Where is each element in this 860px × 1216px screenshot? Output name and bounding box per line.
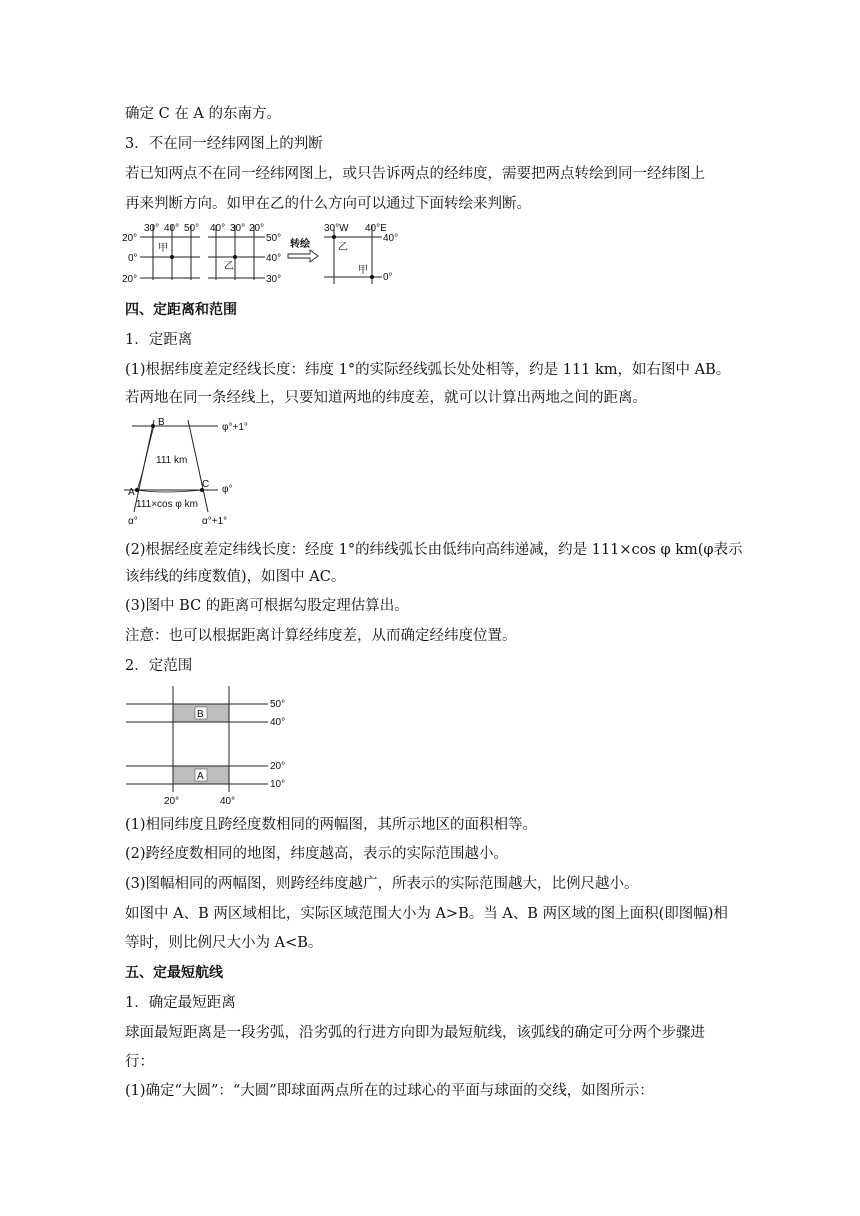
text-line: (1)相同纬度且跨经度数相同的两幅图，其所示地区的面积相等。 [125,817,538,833]
text-line: 行： [125,1054,154,1070]
g2-top-label: 40° [210,223,226,234]
label-b: B [158,417,165,428]
text-line: 若两地在同一条经线上，只要知道两地的纬度差，就可以计算出两地之间的距离。 [125,390,647,406]
section-heading: 四、定距离和范围 [125,302,237,318]
point-jia-transferred [370,275,374,279]
label-a: A [128,487,135,498]
label-ab-length: 111 km [156,455,188,466]
text-line: 1．确定最短距离 [125,995,236,1011]
box-b-label: B [197,709,204,720]
g3-top-label: 40°E [365,223,387,234]
g1-top-label: 40° [164,223,180,234]
label-lat-bottom: φ° [222,484,233,495]
g3-point-label: 甲 [358,265,368,276]
g2-top-label: 20° [249,223,265,234]
g3-right-label: 40° [383,233,399,244]
g3-top-label: 30°W [324,223,349,234]
g2-top-label: 30° [230,223,246,234]
figure-distance [122,416,262,528]
arrow-label: 转绘 [290,239,310,250]
point-b [151,424,155,428]
point-a [135,488,139,492]
label-c: C [202,479,210,490]
label-lon-right: α°+1° [202,516,228,527]
box-a-label: A [197,771,204,782]
label-lon-left: α° [128,516,138,527]
text-line: 再来判断方向。如甲在乙的什么方向可以通过下面转绘来判断。 [125,196,531,212]
g1-left-label: 0° [128,253,138,264]
g1-top-label: 30° [144,223,160,234]
lat-label: 20° [270,761,286,772]
point-jia [170,255,174,259]
text-line: 注意：也可以根据距离计算经纬度差，从而确定经纬度位置。 [125,628,517,644]
lon-label: 20° [164,796,180,807]
text-line: (2)根据经度差定纬线长度：经度 1°的纬线弧长由低纬向高纬递减，约是 111×cos φ km(φ表示 [125,542,743,558]
g3-point-label: 乙 [338,242,348,253]
text-line: (1)根据纬度差定经线长度：纬度 1°的实际经线弧长处处相等，约是 111 km，如右图中 AB。 [125,362,731,378]
g2-point-label: 乙 [224,261,234,272]
section-heading: 五、定最短航线 [125,965,223,981]
text-line: 等时，则比例尺大小为 A<B。 [125,935,323,951]
text-line: (3)图中 BC 的距离可根据勾股定理估算出。 [125,598,409,614]
text-line: 确定 C 在 A 的东南方。 [125,106,282,122]
label-lat-top: φ°+1° [222,422,248,433]
text-line: 2．定范围 [125,658,193,674]
text-line: (2)跨经度数相同的地图，纬度越高，表示的实际范围越小。 [125,846,509,862]
text-line: 3．不在同一经纬网图上的判断 [125,136,323,152]
label-ac-length: 111×cos φ km [136,499,198,510]
point-yi-transferred [332,235,336,239]
g1-point-label: 甲 [158,243,168,254]
text-line: (1)确定“大圆”：“大圆”即球面两点所在的过球心的平面与球面的交线，如图所示： [125,1083,654,1099]
text-line: 球面最短距离是一段劣弧，沿劣弧的行进方向即为最短航线，该弧线的确定可分两个步骤进 [125,1025,705,1041]
lat-label: 50° [270,699,286,710]
figure-range [122,684,302,808]
lat-label: 40° [270,717,286,728]
g1-top-label: 50° [184,223,200,234]
g1-left-label: 20° [122,274,138,285]
g1-left-label: 20° [122,233,138,244]
g3-right-label: 0° [383,272,393,283]
text-line: 该纬线的纬度数值)，如图中 AC。 [125,569,346,585]
point-yi [233,255,237,259]
text-line: 如图中 A、B 两区域相比，实际区域范围大小为 A>B。当 A、B 两区域的图上面积(即图幅)相 [125,906,728,922]
lon-label: 40° [220,796,236,807]
text-line: (3)图幅相同的两幅图，则跨经纬度越广，所表示的实际范围越大，比例尺越小。 [125,876,639,892]
g2-right-label: 40° [266,253,282,264]
text-line: 1．定距离 [125,332,193,348]
figure-latlon-transfer [120,218,420,288]
lat-label: 10° [270,779,286,790]
text-line: 若已知两点不在同一经纬网图上，或只告诉两点的经纬度，需要把两点转绘到同一经纬图上 [125,166,705,182]
g2-right-label: 30° [266,274,282,285]
g2-right-label: 50° [266,233,282,244]
